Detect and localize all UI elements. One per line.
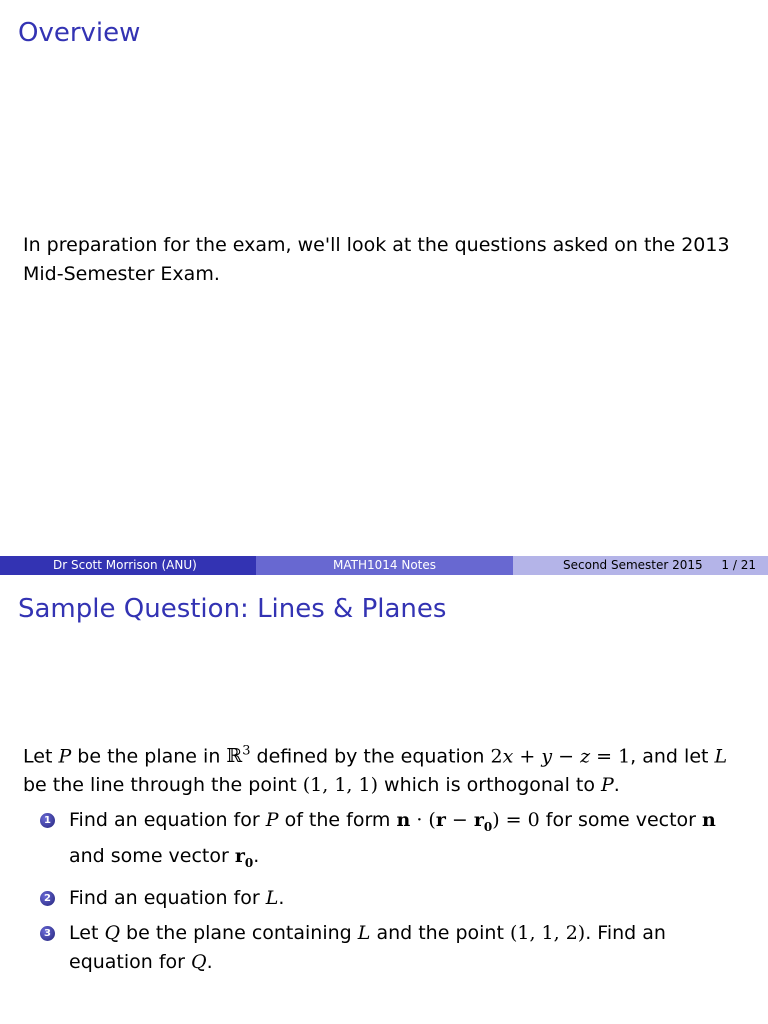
footer-author-section <box>0 556 256 575</box>
footer-author: Dr Scott Morrison (ANU) <box>53 558 197 572</box>
footer-date-section <box>513 556 768 575</box>
list-item: 1 Find an equation for P of the form $n \cdot (r - r_0) = 0$ for some vector n and some vector $r_0$. <box>23 806 748 878</box>
enumerate-ball-icon: 1 <box>40 813 55 828</box>
list-item: 2 Find an equation for L. <box>23 884 748 913</box>
footer-course: MATH1014 Notes <box>256 556 513 575</box>
footer-bar <box>0 556 768 575</box>
footer-page-number: 1 / 21 <box>721 558 756 572</box>
footer-date: Second Semester 2015 <box>563 558 703 572</box>
question-list <box>23 806 748 977</box>
enumerate-ball-icon: 2 <box>40 891 55 906</box>
slide-title: Sample Question: Lines & Planes <box>18 594 447 624</box>
slide-body <box>23 737 748 983</box>
question-intro: Let P be the plane in ℝ$^3$ defined by the equation 2x + y − z = 1, and let L be the line through the point (1, 1, 1) which is orthogonal to P. <box>23 744 728 797</box>
list-item: 3 Let Q be the plane containing L and the point (1, 1, 2). Find an equation for Q. <box>23 919 748 977</box>
slide-title: Overview <box>18 18 141 48</box>
slide-sample-question <box>0 575 768 1024</box>
enumerate-ball-icon: 3 <box>40 926 55 941</box>
slide-body: In preparation for the exam, we'll look at the questions asked on the 2013 Mid-Semester Exam. <box>23 234 730 285</box>
